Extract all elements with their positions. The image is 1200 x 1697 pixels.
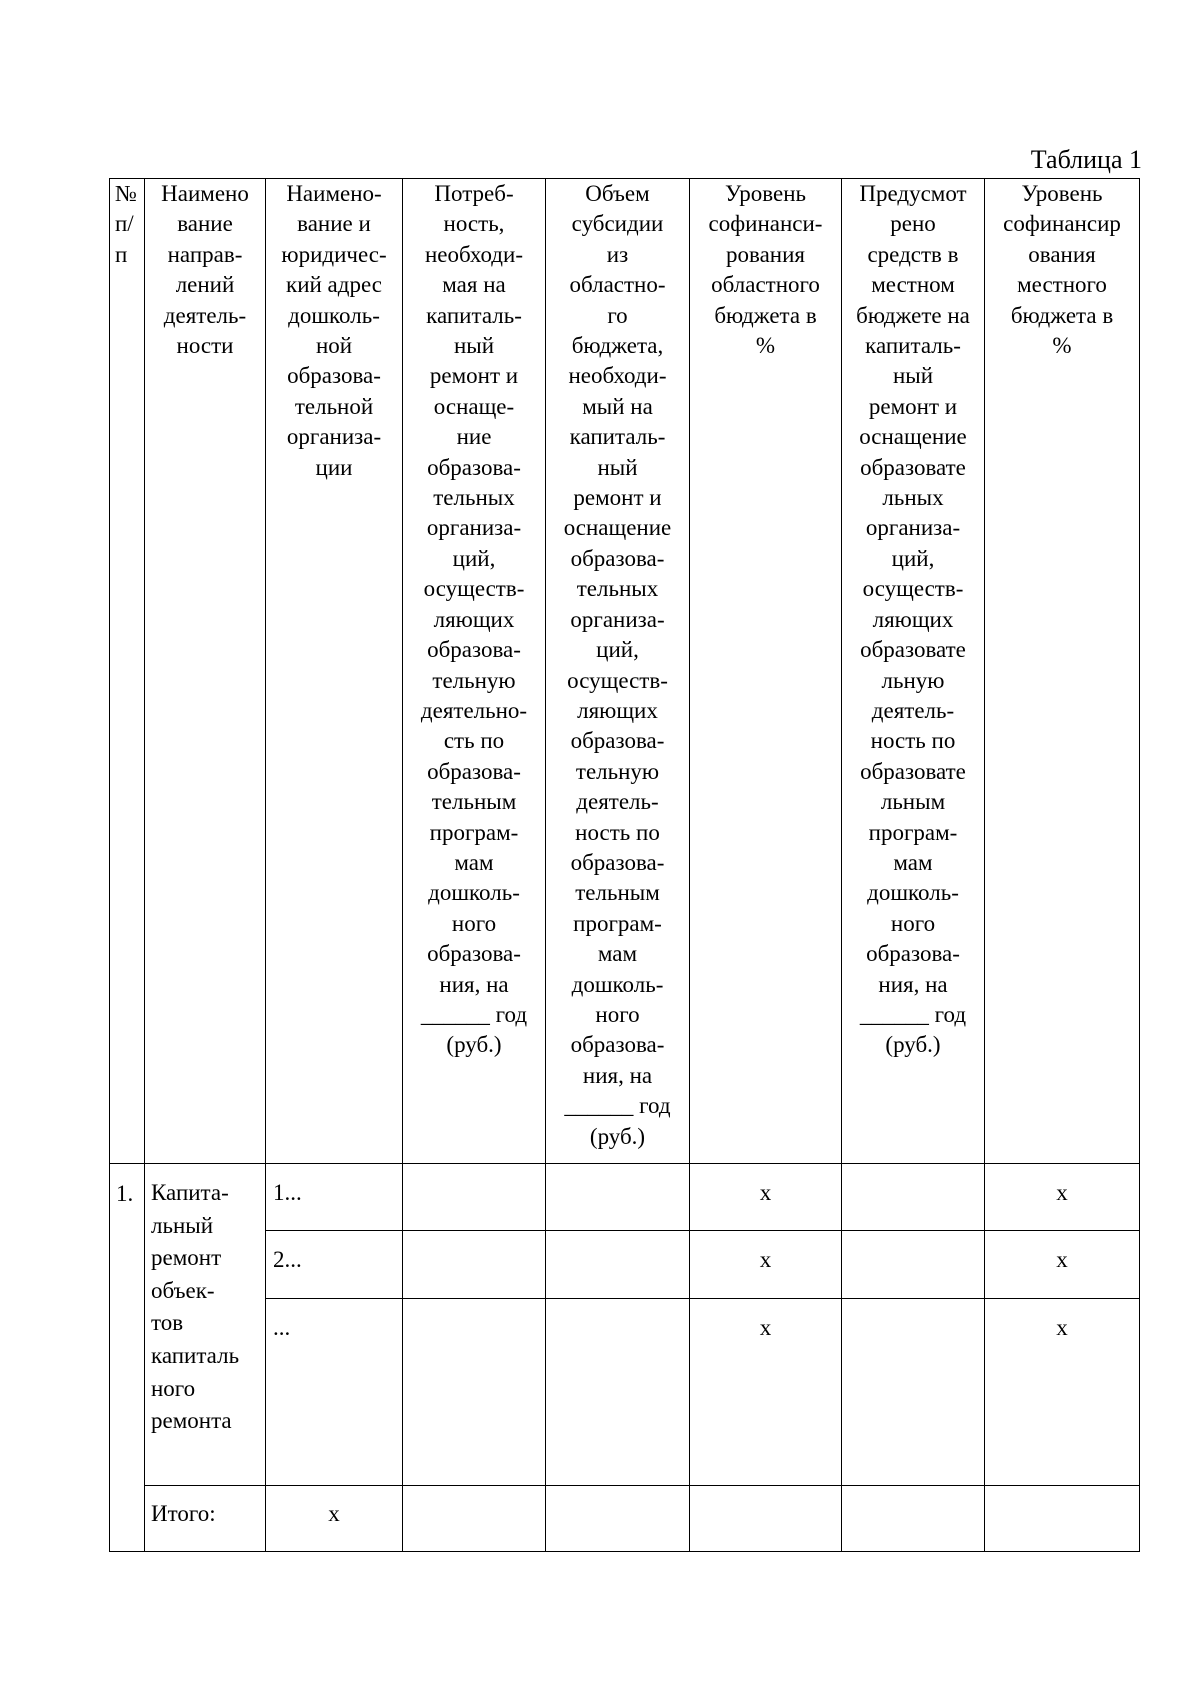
org-cell: 1... [266,1164,403,1231]
subsidy-cell [546,1231,690,1299]
total-label: Итого: [145,1486,266,1552]
total-need-cell [403,1486,546,1552]
header-organization: Наимено- вание и юридичес- кий адрес дошколь- ной образова- тельной организа- ции [266,179,403,1164]
header-subsidy: Объем субсидии из областно- го бюджета, необходи- мый на капиталь- ный ремонт и оснащение образова- тельных организа- ций, осуществ- ляющих образова- тельную деятель- ность по образова- тельным програм- мам дошколь- ного образова- ния, на ______ год (руб.) [546,179,690,1164]
org-cell: ... [266,1299,403,1486]
table-caption: Таблица 1 [1030,145,1142,174]
total-local-level-cell [985,1486,1140,1552]
local-level-cell: x [985,1299,1140,1486]
subsidy-table [109,178,1140,1552]
total-subsidy-cell [546,1486,690,1552]
header-local-level: Уровень софинансир ования местного бюджета в % [985,179,1140,1164]
header-number: № п/ п [110,179,145,1164]
org-cell: 2... [266,1231,403,1299]
local-funds-cell [842,1299,985,1486]
need-cell [403,1231,546,1299]
regional-level-cell: x [690,1164,842,1231]
header-local-funds: Предусмот рено средств в местном бюджете на капиталь- ный ремонт и оснащение образовате льных организа- ций, осуществ- ляющих образовате льную деятель- ность по образовате льным програм- мам дошколь- ного образова- ния, на ______ год (руб.) [842,179,985,1164]
subsidy-cell [546,1299,690,1486]
total-row [110,1486,1140,1552]
section-number: 1. [110,1164,145,1552]
header-need: Потреб- ность, необходи- мая на капиталь- ный ремонт и оснаще- ние образова- тельных организа- ций, осуществ- ляющих образова- тельную деятельно- сть по образова- тельным програм- мам дошколь- ного образова- ния, на ______ год (руб.) [403,179,546,1164]
regional-level-cell: x [690,1231,842,1299]
header-direction: Наимено вание направ- лений деятель- ности [145,179,266,1164]
total-local-funds-cell [842,1486,985,1552]
header-regional-level: Уровень софинанси- рования областного бюджета в % [690,179,842,1164]
total-regional-level-cell [690,1486,842,1552]
header-row [110,179,1140,1164]
total-org-cell: x [266,1486,403,1552]
local-level-cell: x [985,1231,1140,1299]
need-cell [403,1164,546,1231]
subsidy-cell [546,1164,690,1231]
regional-level-cell: x [690,1299,842,1486]
local-funds-cell [842,1164,985,1231]
table-row [110,1164,1140,1231]
section-direction: Капита- льный ремонт объек- тов капиталь ного ремонта [145,1164,266,1486]
local-funds-cell [842,1231,985,1299]
local-level-cell: x [985,1164,1140,1231]
need-cell [403,1299,546,1486]
